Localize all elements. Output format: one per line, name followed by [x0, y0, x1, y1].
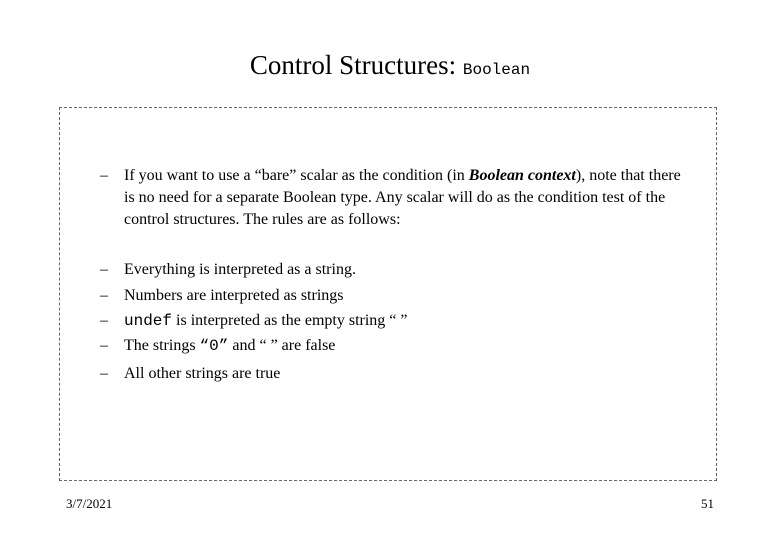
zero-string-code: “0” [199, 337, 229, 355]
footer-date: 3/7/2021 [66, 496, 113, 511]
page-number: 51 [701, 496, 714, 511]
rule-text: Everything is interpreted as a string. [124, 261, 356, 278]
rule-text-rest: is interpreted as the empty string “ ” [172, 312, 408, 329]
rule-text-pre: The strings [124, 337, 200, 354]
boolean-context-emphasis: Boolean context [468, 167, 576, 184]
rule-text: All other strings are true [124, 365, 281, 382]
rule-text: Numbers are interpreted as strings [124, 287, 344, 304]
dash-marker: – [100, 337, 108, 354]
intro-bullet [100, 165, 700, 235]
slide-title [0, 48, 780, 87]
rule-text [124, 335, 694, 357]
intro-part2: ), note that there is no need for a separate Boolean type. Any scalar will do as the condition test of the control structures. The rules are as follows: [124, 167, 681, 228]
undef-code: undef [124, 312, 173, 330]
dash-marker: – [100, 167, 108, 184]
rule-text-mid: and “ ” are false [228, 337, 336, 354]
title-code: Boolean [462, 61, 531, 79]
rule-text [124, 310, 694, 332]
intro-part1: If you want to use a “bare” scalar as the condition (in [124, 167, 469, 184]
dash-marker: – [100, 312, 108, 329]
dash-marker: – [100, 365, 108, 382]
dash-marker: – [100, 287, 108, 304]
dash-marker: – [100, 261, 108, 278]
intro-text [124, 165, 694, 231]
title-main: Control Structures: [249, 50, 457, 80]
